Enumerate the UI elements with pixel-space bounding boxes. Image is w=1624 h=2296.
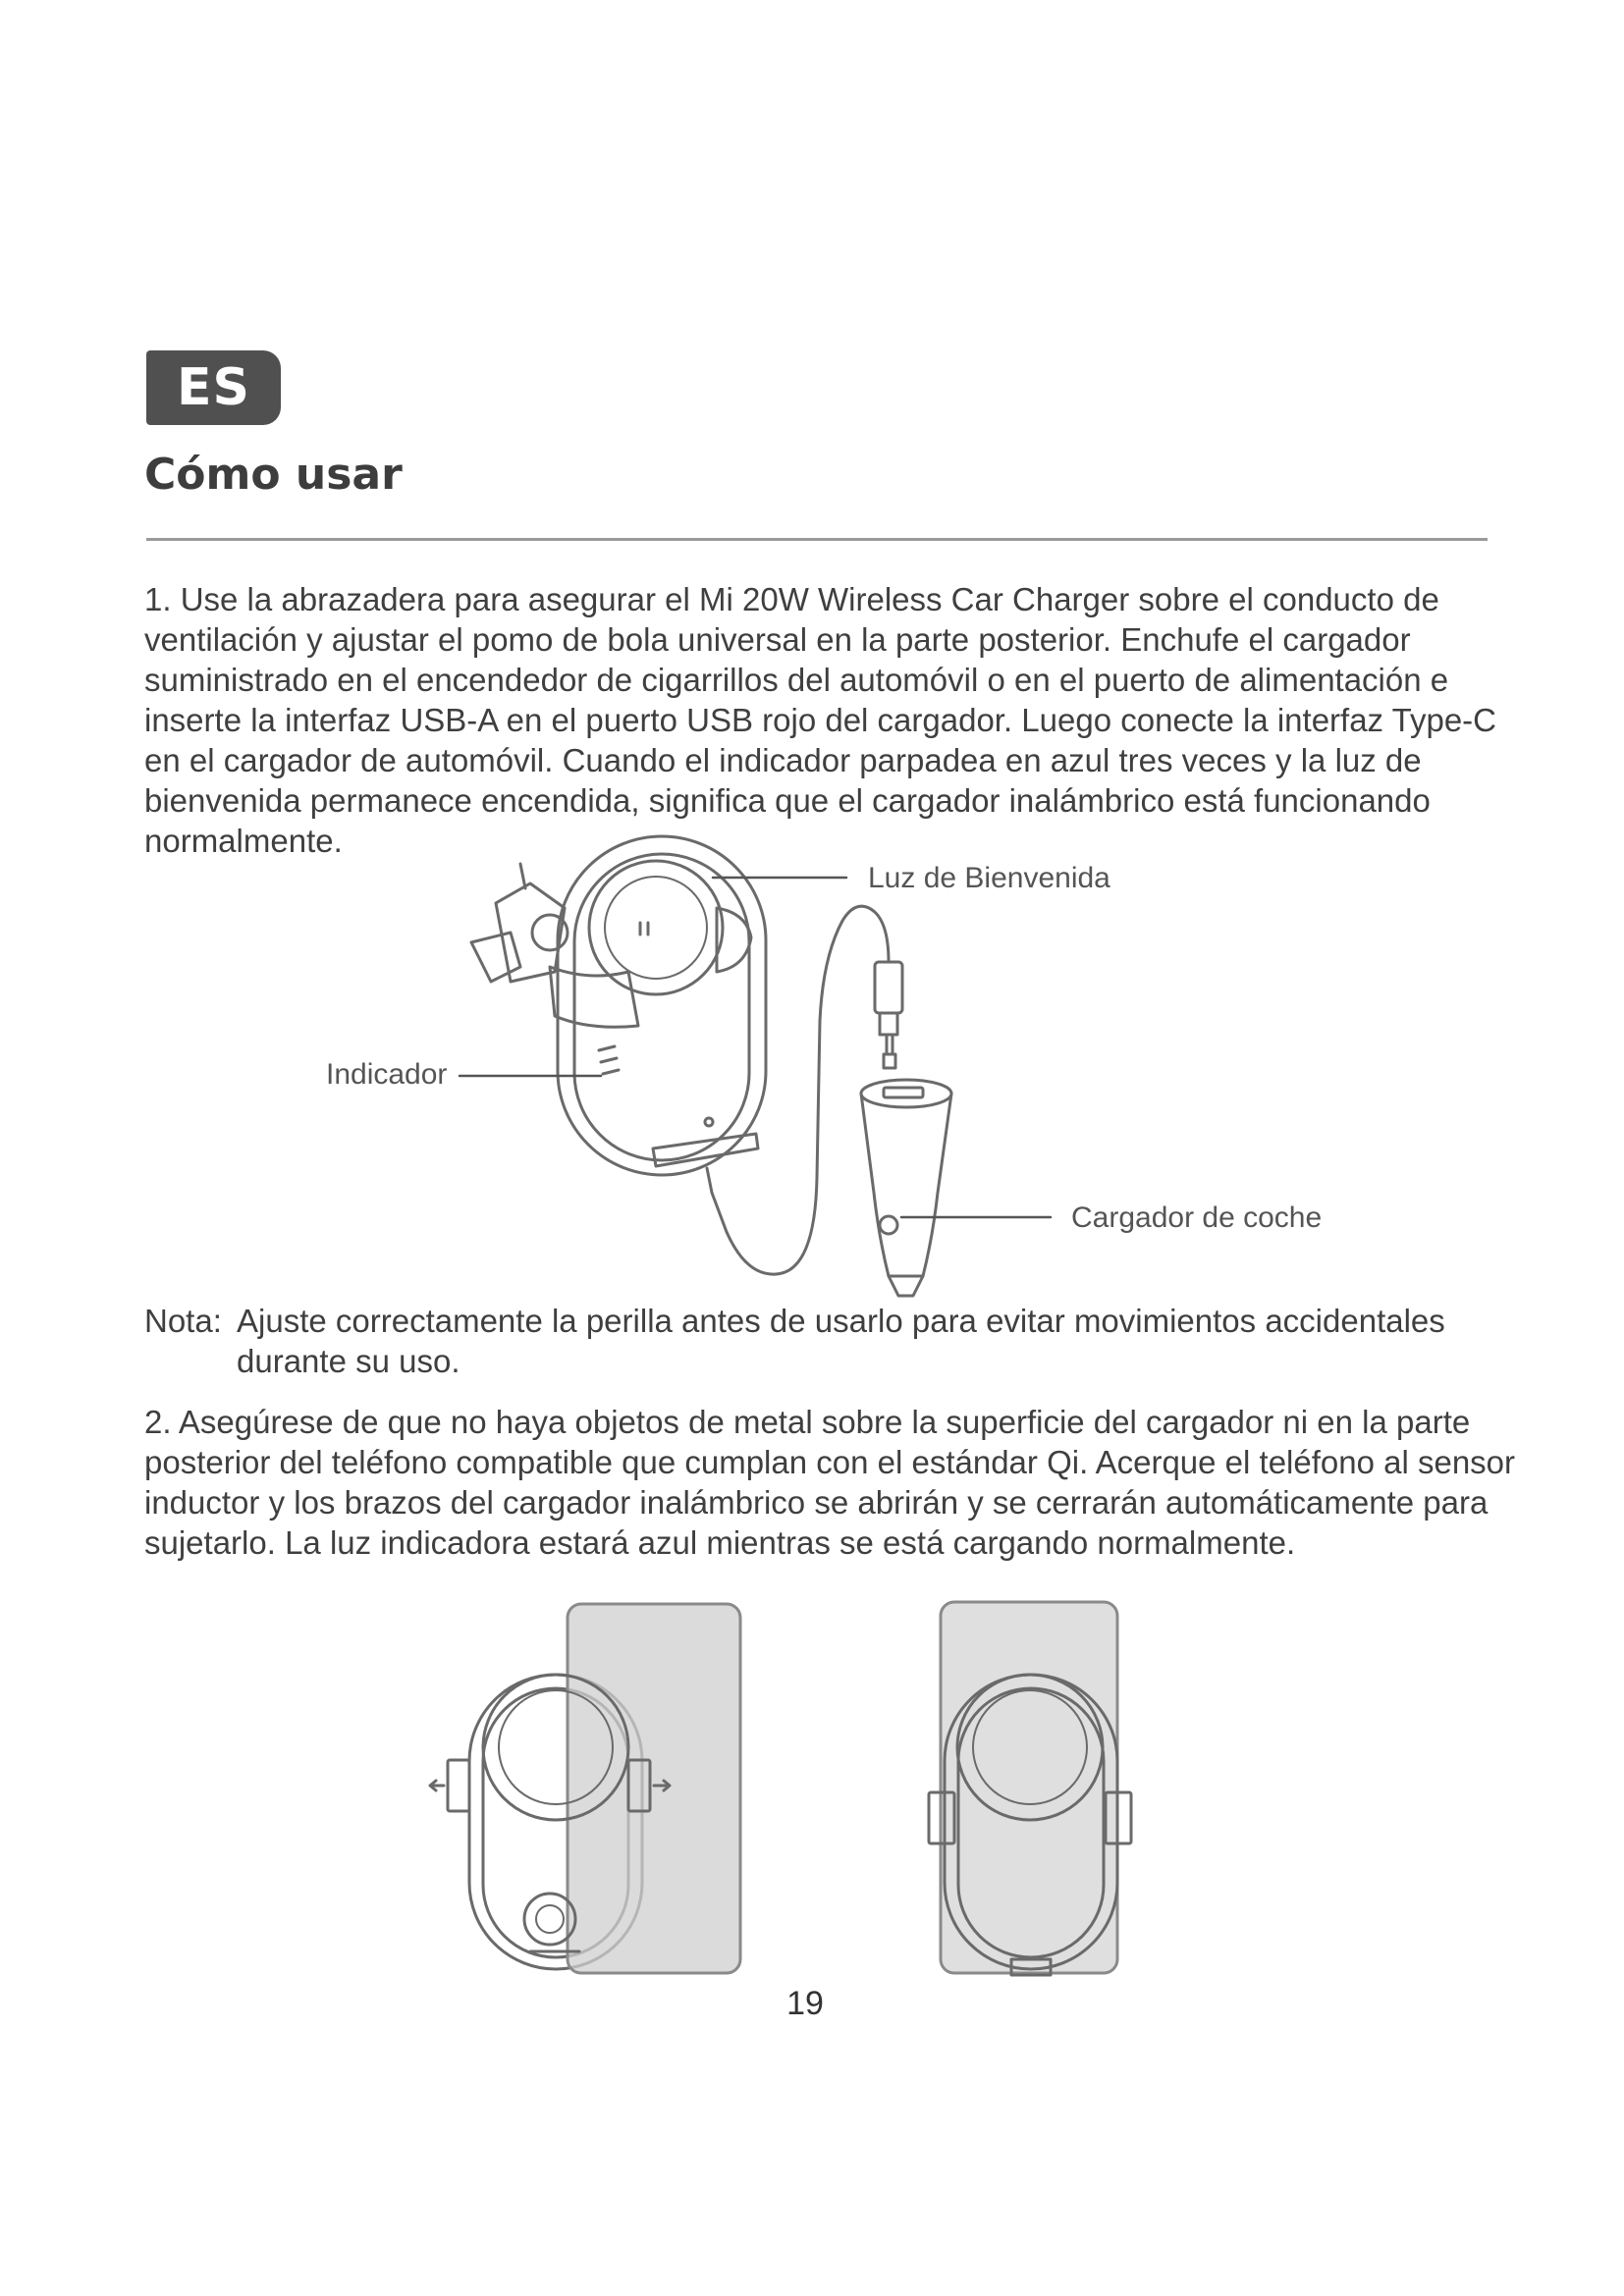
step-2-text: 2. Asegúrese de que no haya objetos de metal sobre la superficie del cargador ni en la parte posterior del teléfono compatible que cumplan con el estándar Qi. Acerque el teléfono al sensor inductor y los brazos del cargador inalámbrico se abrirán y se cerrarán automáticamente para sujetarlo. La luz indicadora estará azul mientras se está cargando normalmente.	[144, 1404, 1516, 1561]
welcome-light-label: Luz de Bienvenida	[868, 862, 1110, 894]
car-charger-label: Cargador de coche	[1071, 1201, 1323, 1234]
note-label: Nota:	[144, 1303, 222, 1339]
page-number: 19	[786, 1985, 824, 2022]
page-title: Cómo usar	[144, 450, 403, 500]
charger-arms-open-icon	[430, 1604, 740, 1973]
step-1-text: 1. Use la abrazadera para asegurar el Mi 20W Wireless Car Charger sobre el conducto de ventilación y ajustar el pomo de bola universal en la parte posterior. Enchufe el cargador suministrado en el encendedor de cigarrillos del automóvil o en el puerto de alimentación e inserte la interfaz USB-A en el puerto USB rojo del cargador. Luego conecte la interfaz Type-C en el cargador de automóvil. Cuando el indicador parpadea en azul tres veces y la luz de bienvenida permanece encendida, significa que el cargador inalámbrico está funcionando normalmente.	[144, 581, 1496, 859]
note-text: Ajuste correctamente la perilla antes de usarlo para evitar movimientos accidentales durante su uso.	[237, 1303, 1445, 1379]
charger-arms-closed-icon	[929, 1602, 1131, 1975]
indicator-label: Indicador	[326, 1058, 448, 1091]
language-badge: ES	[146, 350, 281, 425]
